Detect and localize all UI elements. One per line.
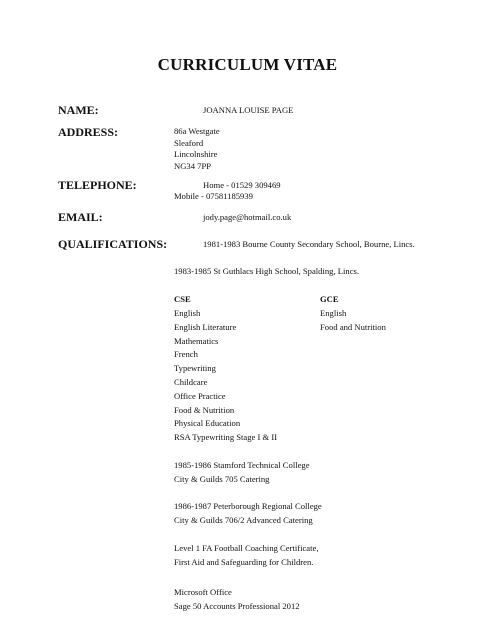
list-item: English Literature (174, 321, 237, 332)
list-item: Childcare (174, 376, 208, 387)
telephone-home: Home - 01529 309469 (203, 180, 281, 190)
address-label: ADDRESS: (58, 125, 119, 139)
list-item: Food & Nutrition (174, 404, 235, 415)
college-line: 1986-1987 Peterborough Regional College (174, 501, 322, 511)
certificate-entry (174, 541, 318, 569)
cse-heading: CSE (174, 294, 191, 304)
list-item: French (174, 349, 198, 360)
certificate-line: First Aid and Safeguarding for Children. (174, 557, 314, 567)
list-item: Office Practice (174, 390, 226, 401)
certificate-line: Level 1 FA Football Coaching Certificate, (174, 543, 319, 553)
software-entry (174, 585, 300, 613)
list-item: English (174, 308, 201, 318)
telephone-mobile: Mobile - 07581185939 (174, 191, 253, 201)
name-label: NAME: (58, 103, 99, 117)
telephone-label: TELEPHONE: (58, 178, 137, 192)
document-title: CURRICULUM VITAE (157, 55, 338, 74)
address-line: Lincolnshire (174, 149, 218, 159)
list-item: Physical Education (174, 418, 241, 429)
college-entry (174, 499, 322, 527)
software-line: Microsoft Office (174, 587, 232, 597)
list-item: English (320, 308, 347, 318)
list-item: Food and Nutrition (320, 321, 386, 332)
cse-list (174, 307, 277, 445)
address-line: Sleaford (174, 137, 204, 148)
school-entry: 1983-1985 St Guthlacs High School, Spalding, Lincs. (174, 266, 359, 276)
address-line: NG34 7PP (174, 160, 212, 171)
list-item: Mathematics (174, 335, 219, 346)
email-label: EMAIL: (58, 210, 103, 224)
gce-list (320, 307, 386, 335)
college-line: 1985-1986 Stamford Technical College (174, 460, 310, 470)
college-line: City & Guilds 705 Catering (174, 474, 270, 484)
name-value: JOANNA LOUISE PAGE (203, 105, 294, 115)
address-block (174, 126, 220, 172)
address-line: 86a Westgate (174, 126, 220, 136)
college-entry (174, 458, 310, 486)
software-line: Sage 50 Accounts Professional 2012 (174, 601, 300, 611)
qualifications-label: QUALIFICATIONS: (58, 237, 168, 251)
school-entry: 1981-1983 Bourne County Secondary School, Bourne, Lincs. (203, 239, 415, 249)
list-item: RSA Typewriting Stage I & II (174, 432, 278, 443)
list-item: Typewriting (174, 363, 216, 374)
gce-heading: GCE (320, 294, 339, 304)
college-line: City & Guilds 706/2 Advanced Catering (174, 515, 313, 525)
email-value: jody.page@hotmail.co.uk (203, 212, 292, 222)
